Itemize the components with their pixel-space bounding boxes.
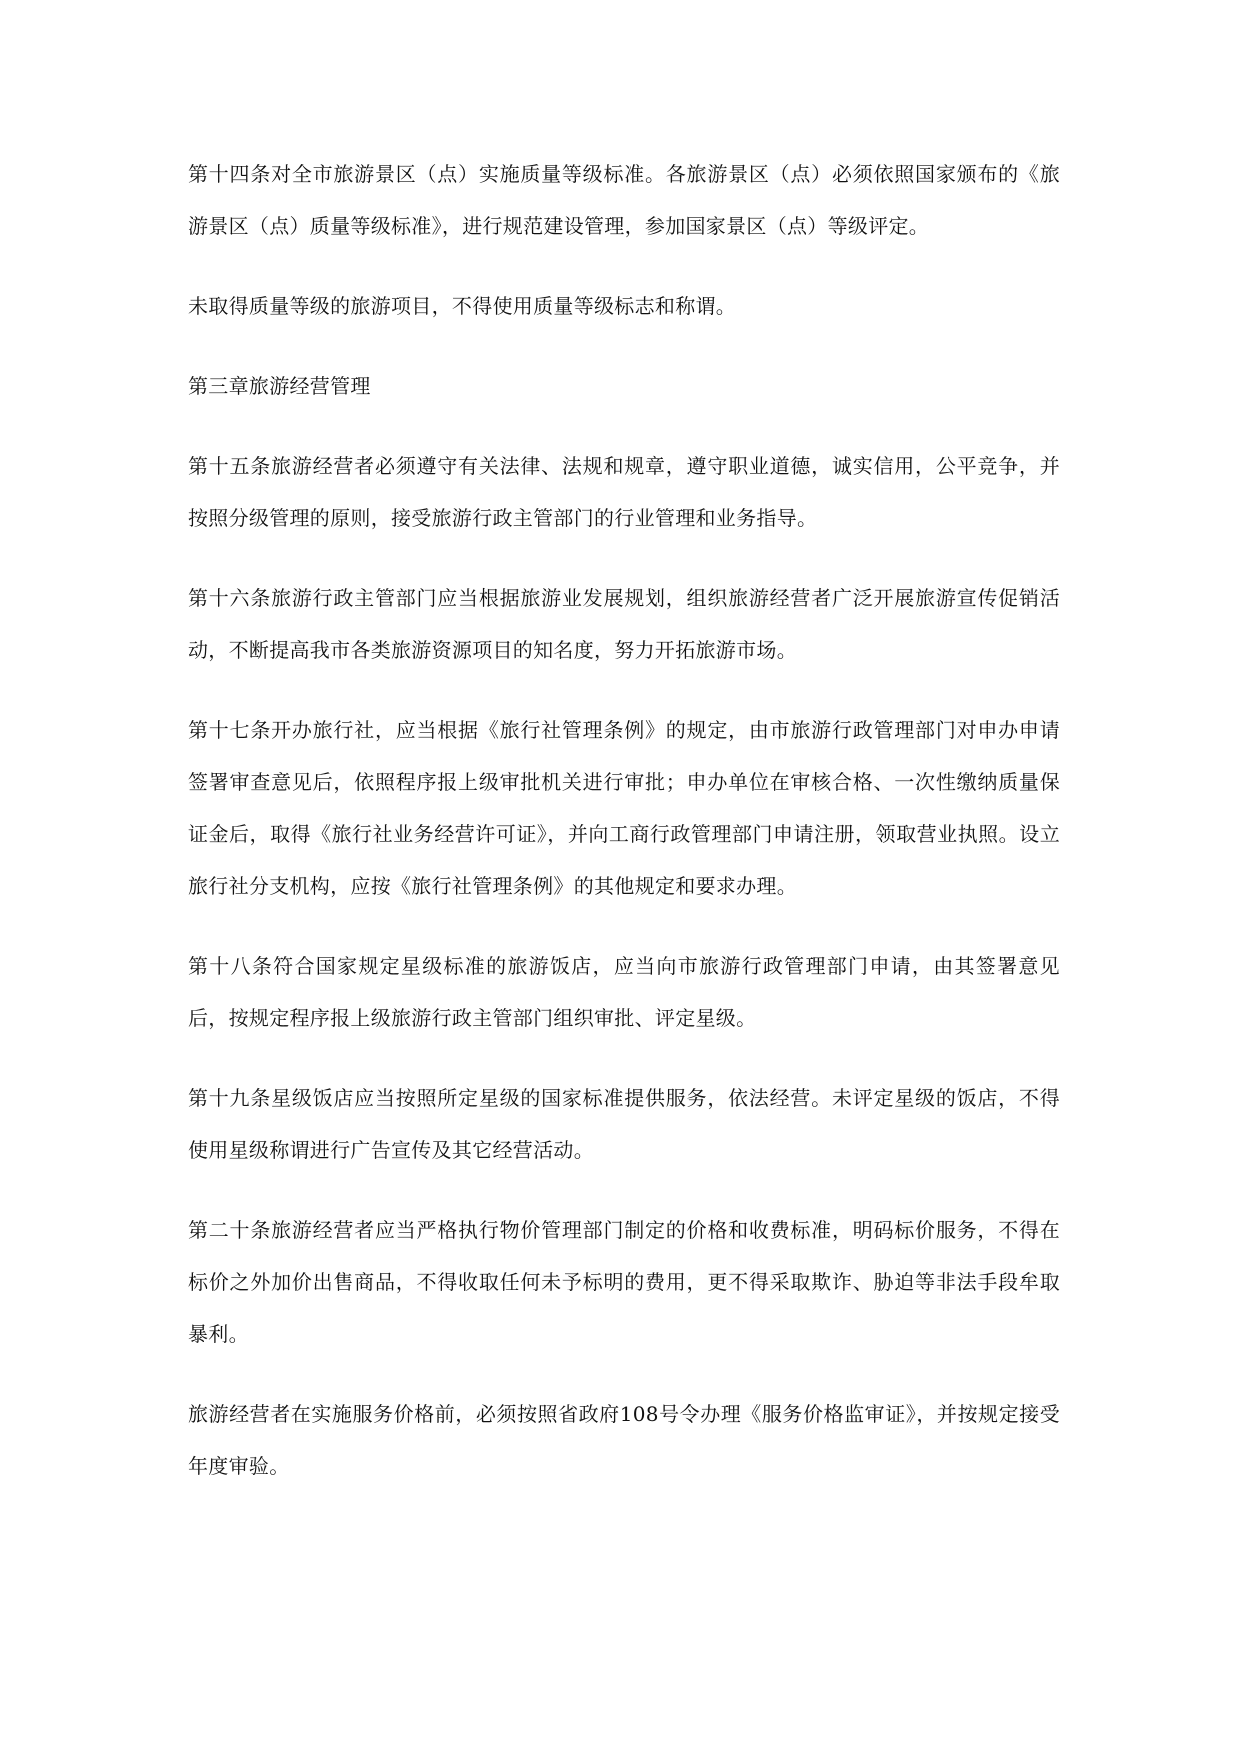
paragraph-article-20: 第二十条旅游经营者应当严格执行物价管理部门制定的价格和收费标准，明码标价服务，不得在标价之外加价出售商品，不得收取任何未予标明的费用，更不得采取欺诈、胁迫等非法手段牟取暴利。 xyxy=(188,1218,1060,1346)
paragraph-article-19: 第十九条星级饭店应当按照所定星级的国家标准提供服务，依法经营。未评定星级的饭店，不得使用星级称谓进行广告宣传及其它经营活动。 xyxy=(188,1086,1060,1162)
document-page xyxy=(188,148,1060,1520)
paragraph-article-20-note: 旅游经营者在实施服务价格前，必须按照省政府108号令办理《服务价格监审证》，并按规定接受年度审验。 xyxy=(188,1402,1060,1478)
paragraph-article-17: 第十七条开办旅行社，应当根据《旅行社管理条例》的规定，由市旅游行政管理部门对申办申请签署审查意见后，依照程序报上级审批机关进行审批；申办单位在审核合格、一次性缴纳质量保证金后，取得《旅行社业务经营许可证》，并向工商行政管理部门申请注册，领取营业执照。设立旅行社分支机构，应按《旅行社管理条例》的其他规定和要求办理。 xyxy=(188,718,1060,898)
paragraph-article-14: 第十四条对全市旅游景区（点）实施质量等级标准。各旅游景区（点）必须依照国家颁布的《旅游景区（点）质量等级标准》，进行规范建设管理，参加国家景区（点）等级评定。 xyxy=(188,162,1060,238)
chapter-heading: 第三章旅游经营管理 xyxy=(188,374,371,398)
paragraph-article-14-note: 未取得质量等级的旅游项目，不得使用质量等级标志和称谓。 xyxy=(188,294,737,318)
paragraph-article-15: 第十五条旅游经营者必须遵守有关法律、法规和规章，遵守职业道德，诚实信用，公平竞争，并按照分级管理的原则，接受旅游行政主管部门的行业管理和业务指导。 xyxy=(188,454,1060,530)
paragraph-article-16: 第十六条旅游行政主管部门应当根据旅游业发展规划，组织旅游经营者广泛开展旅游宣传促销活动，不断提高我市各类旅游资源项目的知名度，努力开拓旅游市场。 xyxy=(188,586,1060,662)
paragraph-article-18: 第十八条符合国家规定星级标准的旅游饭店，应当向市旅游行政管理部门申请，由其签署意见后，按规定程序报上级旅游行政主管部门组织审批、评定星级。 xyxy=(188,954,1060,1030)
